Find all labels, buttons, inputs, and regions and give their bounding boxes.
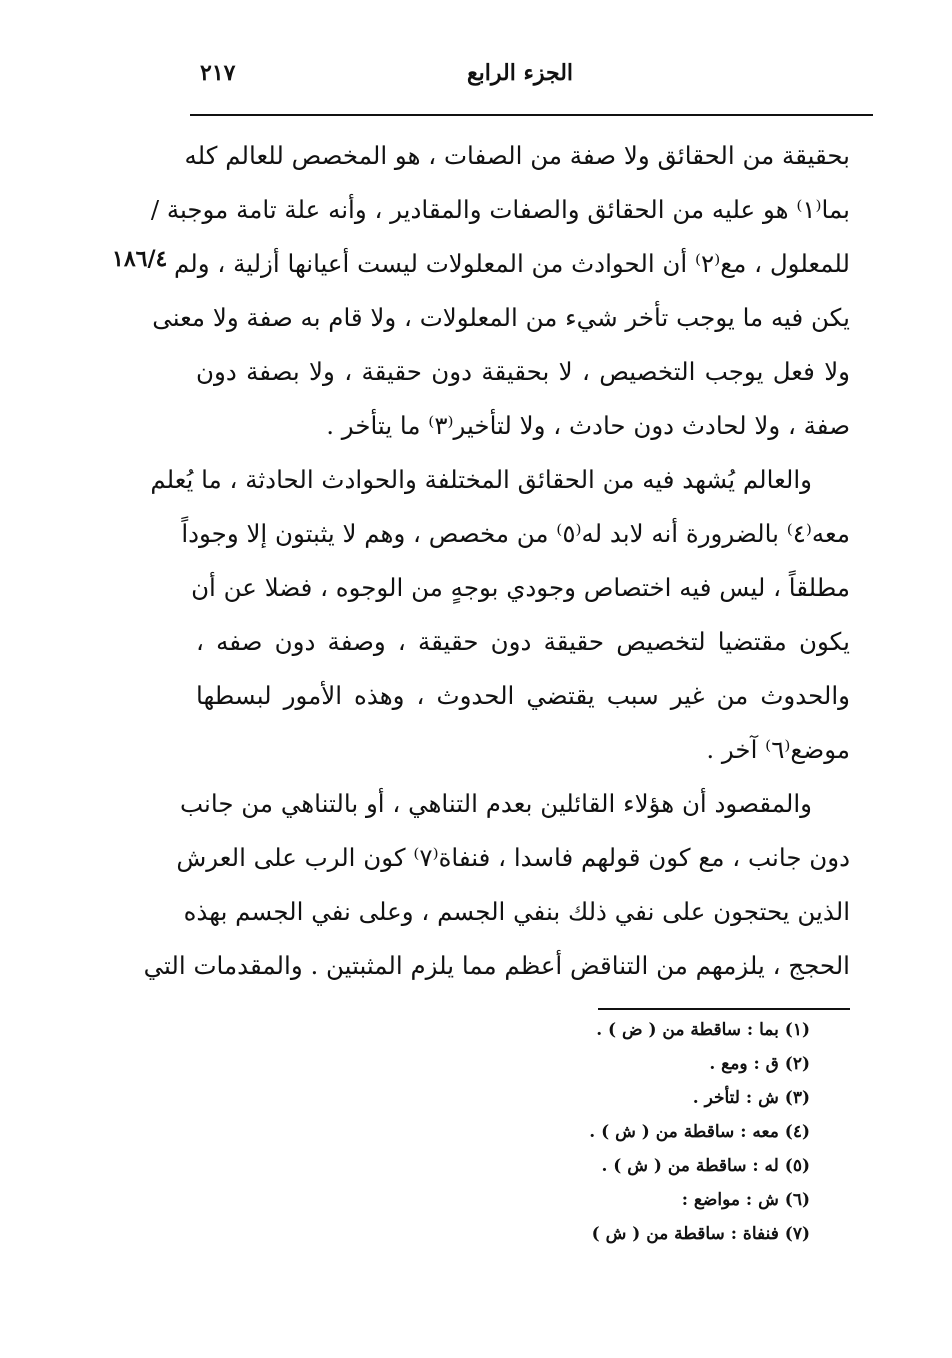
- footnote: (٧) فنفاة : ساقطة من ( ش ): [591, 1224, 810, 1244]
- footnote: (٣) ش : لتأخر .: [692, 1088, 810, 1108]
- footnote: (٢) ق : ومع .: [709, 1054, 810, 1074]
- running-header-title: الجزء الرابع: [466, 60, 574, 86]
- paragraph-first-line: والعالم يُشهد فيه من الحقائق المختلفة والحوادث الحادثة ، ما يُعلم: [150, 465, 812, 494]
- paragraph-first-line: والمقصود أن هؤلاء القائلين بعدم التناهي ، أو بالتناهي من جانب: [180, 789, 812, 818]
- body-line: معه⁽٤⁾ بالضرورة أنه لابد له⁽٥⁾ من مخصص ، وهم لا يثبتون إلا وجوداً: [181, 519, 850, 548]
- body-line: موضع⁽٦⁾ آخر .: [706, 735, 850, 764]
- body-line: صفة ، ولا لحادث دون حادث ، ولا لتأخير⁽٣⁾ ما يتأخر .: [326, 411, 850, 440]
- margin-reference: ١٨٦/٤: [112, 246, 168, 272]
- body-line: دون جانب ، مع كون قولهم فاسدا ، فنفاة⁽٧⁾ كون الرب على العرش: [176, 843, 850, 872]
- body-line: بما⁽١⁾ هو عليه من الحقائق والصفات والمقادير ، وأنه علة تامة موجبة /: [150, 195, 850, 224]
- footnote: (٥) له : ساقطة من ( ش ) .: [601, 1156, 810, 1176]
- footnote: (١) بما : ساقطة من ( ض ) .: [596, 1020, 810, 1040]
- body-line: بحقيقة من الحقائق ولا صفة من الصفات ، هو المخصص للعالم كله: [184, 141, 850, 170]
- footnote: (٦) ش : مواضع :: [681, 1190, 810, 1210]
- body-line: والحدوث من غير سبب يقتضي الحدوث ، وهذه الأمور لبسطها: [196, 681, 850, 710]
- body-line: الذين يحتجون على نفي ذلك بنفي الجسم ، وعلى نفي الجسم بهذه: [183, 897, 850, 926]
- body-line: الحجج ، يلزمهم من التناقض أعظم مما يلزم المثبتين . والمقدمات التي: [143, 951, 850, 980]
- page-number: ٢١٧: [200, 60, 236, 86]
- body-line: يكون مقتضيا لتخصيص حقيقة دون حقيقة ، وصفة دون صفه ،: [196, 627, 850, 656]
- body-line: مطلقاً ، ليس فيه اختصاص وجودي بوجهٍ من الوجوه ، فضلا عن أن: [191, 573, 850, 602]
- body-line: يكن فيه ما يوجب تأخر شيء من المعلولات ، ولا قام به صفة ولا معنى: [152, 303, 850, 332]
- footnote-rule: [598, 1008, 850, 1010]
- header-rule: [190, 114, 873, 116]
- footnote: (٤) معه : ساقطة من ( ش ) .: [589, 1122, 810, 1142]
- body-line: للمعلول ، مع⁽٢⁾ أن الحوادث من المعلولات ليست أعيانها أزلية ، ولم: [173, 249, 850, 278]
- body-line: ولا فعل يوجب التخصيص ، لا بحقيقة دون حقيقة ، ولا بصفة دون: [196, 357, 850, 386]
